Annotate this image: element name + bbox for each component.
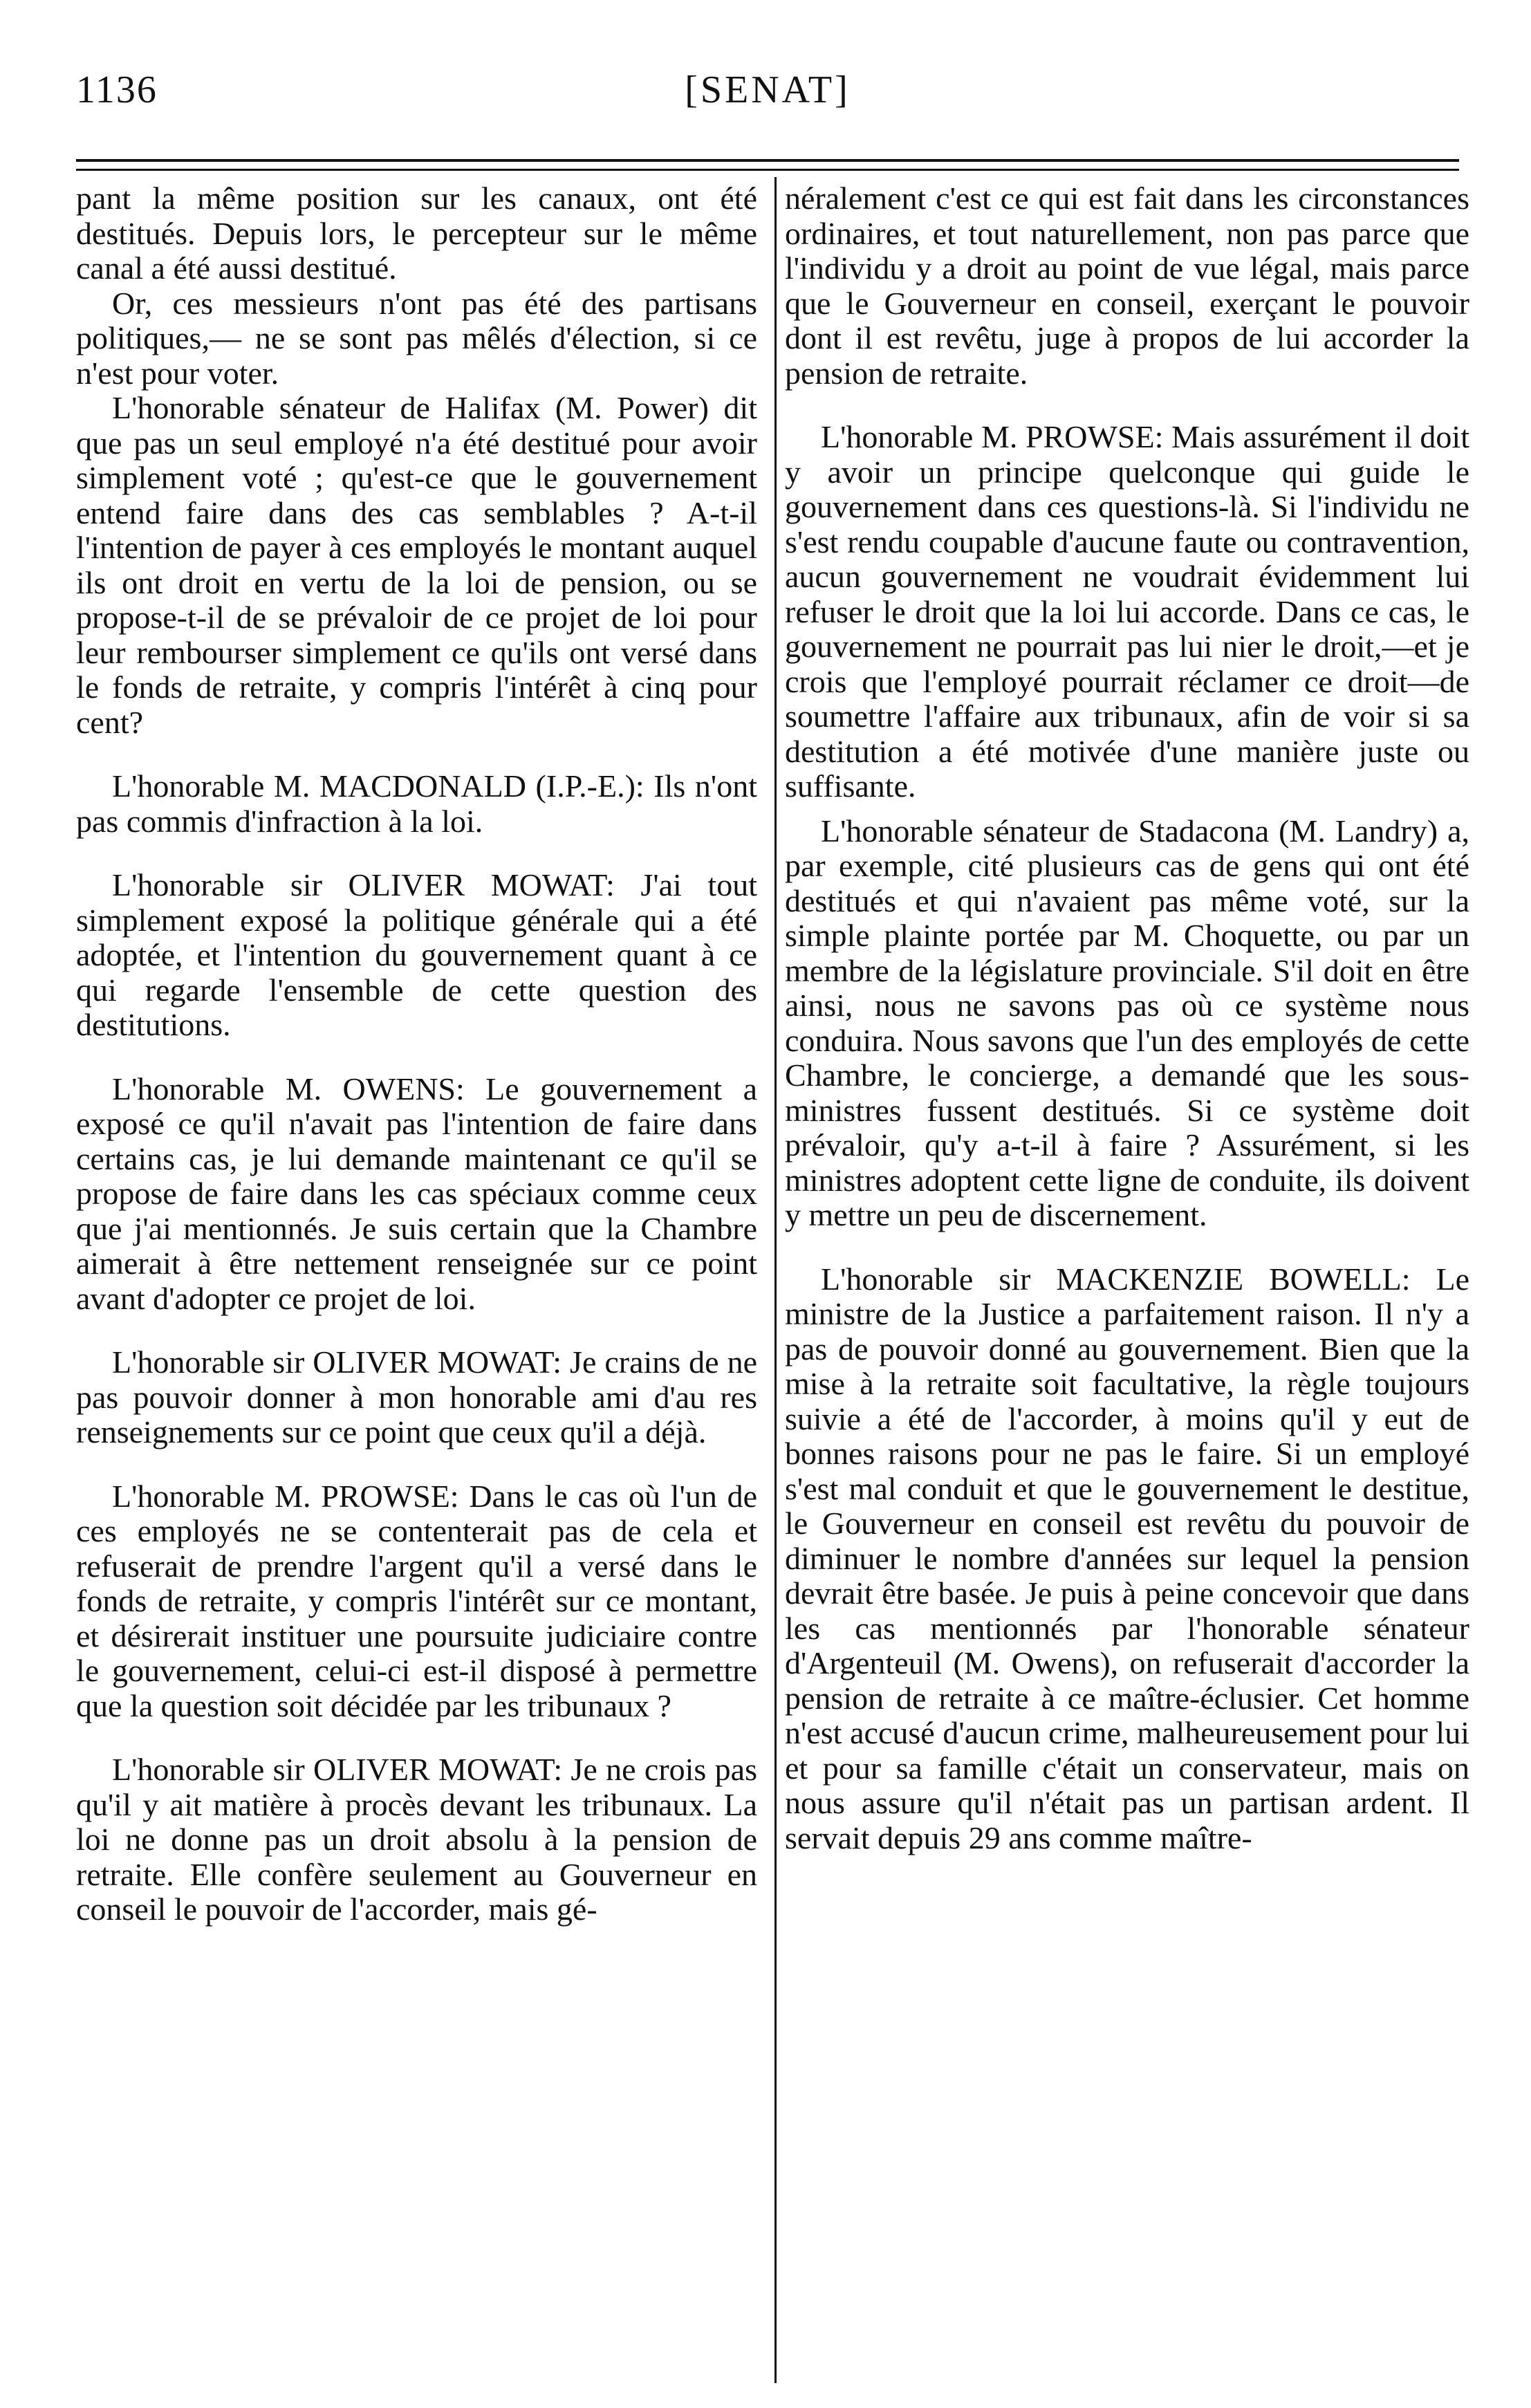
paragraph: L'honorable M. PROWSE: Dans le cas où l'un de ces employés ne se contenterait pas de cela et refuserait de prendre l'argent qu'il a versé dans le fonds de retraite, y compris l'intérêt sur ce montant, et désirerait instituer une poursuite judiciaire contre le gouvernement, celui-ci est-il disposé à permettre que la question soit décidée par les tribunaux ?: [76, 1478, 757, 1723]
paragraph: L'honorable sénateur de Stadacona (M. Landry) a, par exemple, cité plusieurs cas de gens qui ont été destitués et qui n'avaient pas même voté, sur la simple plainte portée par M. Choquette, ou par un membre de la législature provinciale. S'il doit en être ainsi, nous ne savons pas où ce système nous conduira. Nous savons que l'un des employés de cette Chambre, le concierge, a demandé que les sous-ministres fussent destitués. Si ce système doit prévaloir, qu'y a-t-il à faire ? Assurément, si les ministres adoptent cette ligne de conduite, ils doivent y mettre un peu de discernement.: [785, 813, 1469, 1232]
page-number: 1136: [76, 68, 158, 111]
page-header: [76, 68, 1459, 123]
paragraph: L'honorable sénateur de Halifax (M. Power) dit que pas un seul employé n'a été destitué pour avoir simplement voté ; qu'est-ce que le gouvernement entend faire dans des cas semblables ? A-t-il l'intention de payer à ces employés le montant auquel ils ont droit en vertu de la loi de pension, ou se propose-t-il de se prévaloir de ce projet de loi pour leur rembourser simplement ce qu'ils ont versé dans le fonds de retraite, y compris l'intérêt à cinq pour cent?: [76, 390, 757, 740]
paragraph: L'honorable M. MACDONALD (I.P.-E.): Ils n'ont pas commis d'infraction à la loi.: [76, 768, 757, 839]
right-column: [785, 181, 1469, 1855]
paragraph: L'honorable sir OLIVER MOWAT: Je ne crois pas qu'il y ait matière à procès devant les tribunaux. La loi ne donne pas un droit absolu à la pension de retraite. Elle confère seulement au Gouverneur en conseil le pouvoir de l'accorder, mais gé-: [76, 1752, 757, 1927]
column-divider: [774, 177, 777, 2383]
paragraph: L'honorable M. OWENS: Le gouvernement a exposé ce qu'il n'avait pas l'intention de faire dans certains cas, je lui demande maintenant ce qu'il se propose de faire dans les cas spéciaux comme ceux que j'ai mentionnés. Je suis certain que la Chambre aimerait à être nettement renseignée sur ce point avant d'adopter ce projet de loi.: [76, 1071, 757, 1316]
paragraph: L'honorable M. PROWSE: Mais assurément il doit y avoir un principe quelconque qui guide le gouvernement dans ces questions-là. Si l'individu ne s'est rendu coupable d'aucune faute ou contravention, aucun gouvernement ne voudrait évidemment lui refuser le droit que la loi lui accorde. Dans ce cas, le gouvernement ne pourrait pas lui nier le droit,—et je crois que l'employé pourrait réclamer ce droit—de soumettre l'affaire aux tribunaux, afin de voir si sa destitution a été motivée d'une manière juste ou suffisante.: [785, 419, 1469, 804]
paragraph: L'honorable sir MACKENZIE BOWELL: Le ministre de la Justice a parfaitement raison. Il n'y a pas de pouvoir donné au gouvernement. Bien que la mise à la retraite soit facultative, la règle toujours suivie a été de l'accorder, à moins qu'il y eut de bonnes raisons pour ne pas le faire. Si un employé s'est mal conduit et que le gouvernement le destitue, le Gouverneur en conseil est revêtu du pouvoir de diminuer le nombre d'années sur lequel la pension devrait être basée. Je puis à peine concevoir que dans les cas mentionnés par l'honorable sénateur d'Argenteuil (M. Owens), on refuserait d'accorder la pension de retraite à ce maître-éclusier. Cet homme n'est accusé d'aucun crime, malheureusement pour lui et pour sa famille c'était un conservateur, mais on nous assure qu'il n'était pas un partisan ardent. Il servait depuis 29 ans comme maître-: [785, 1261, 1469, 1855]
paragraph: L'honorable sir OLIVER MOWAT: J'ai tout simplement exposé la politique générale qui a été adoptée, et l'intention du gouvernement quant à ce qui regarde l'ensemble de cette question des destitutions.: [76, 867, 757, 1042]
paragraph: pant la même position sur les canaux, ont été destitués. Depuis lors, le percepteur sur le même canal a été aussi destitué.: [76, 180, 757, 286]
paragraph: néralement c'est ce qui est fait dans les circonstances ordinaires, et tout naturellement, non pas parce que l'individu y a droit au point de vue légal, mais parce que le Gouverneur en conseil, exerçant le pouvoir dont il est revêtu, juge à propos de lui accorder la pension de retraite.: [785, 180, 1469, 391]
paragraph: Or, ces messieurs n'ont pas été des partisans politiques,— ne se sont pas mêlés d'élection, si ce n'est pour voter.: [76, 285, 757, 391]
left-column: [76, 181, 757, 1927]
header-rule-thin: [76, 169, 1459, 171]
header-rule-thick: [76, 159, 1459, 162]
running-head: [SENAT]: [685, 68, 851, 111]
paragraph: L'honorable sir OLIVER MOWAT: Je crains de ne pas pouvoir donner à mon honorable ami d'au res renseignements sur ce point que ceux qu'il a déjà.: [76, 1344, 757, 1450]
